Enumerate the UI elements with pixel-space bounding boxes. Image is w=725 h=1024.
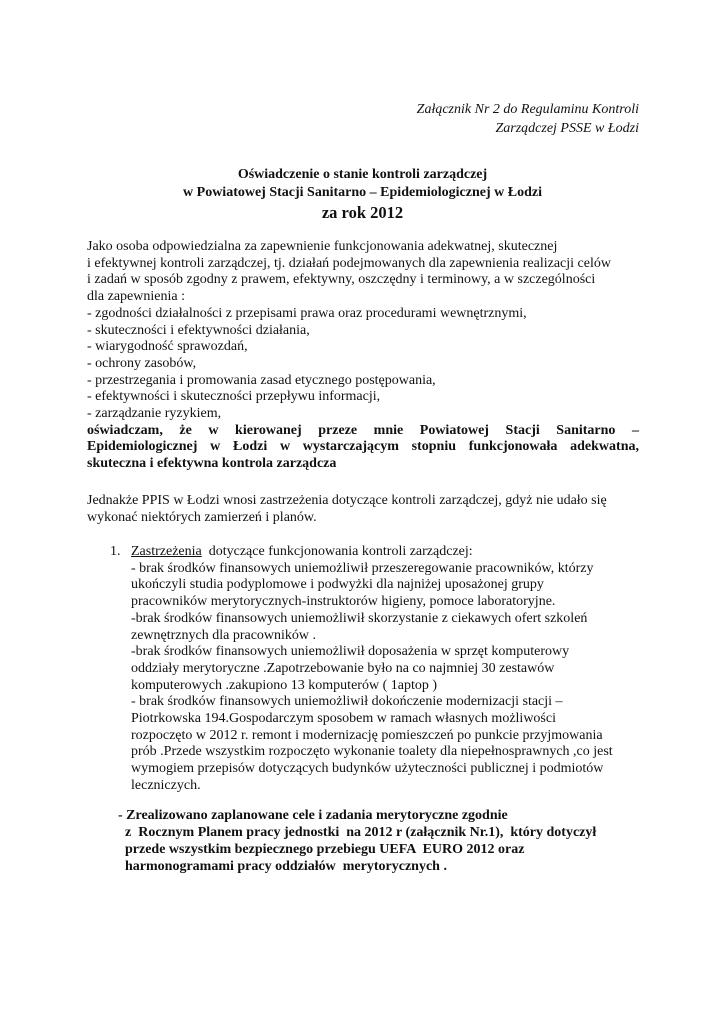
intro-line: dla zapewnienia : <box>87 289 185 305</box>
list-line: oddziały merytoryczne .Zapotrzebowanie było na co najmniej 30 zestawów <box>131 660 555 676</box>
list-line: zewnętrznych dla pracowników . <box>131 627 317 643</box>
reservation-paragraph <box>87 493 639 526</box>
declaration-line: Epidemiologicznej w Łodzi w wystarczającym stopniu funkcjonowała adekwatna, <box>87 439 639 455</box>
list-line: -brak środków finansowych uniemożliwił skorzystanie z ciekawych ofert szkoleń <box>131 610 588 626</box>
title-year: za rok 2012 <box>321 203 404 222</box>
list-line: Piotrkowska 194.Gospodarczym sposobem w ramach własnych możliwości <box>131 711 556 727</box>
summary-paragraph <box>118 807 596 875</box>
list-number: 1. <box>110 544 121 559</box>
list-line: pracowników merytorycznych-instruktorów higieny, pomoce laboratoryjne. <box>131 594 556 610</box>
list-line: komputerowych .zakupiono 13 komputerów ( 1aptop ) <box>131 677 437 693</box>
list-line: leczniczych. <box>131 777 201 793</box>
intro-bullet: - wiarygodność sprawozdań, <box>87 339 248 355</box>
intro-line: i efektywnej kontroli zarządczej, tj. działań podejmowanych dla zapewnienia realizacji celów <box>87 255 611 271</box>
annex-header <box>417 100 639 138</box>
title-line-2: w Powiatowej Stacji Sanitarno – Epidemiologicznej w Łodzi <box>183 185 542 200</box>
reservation-line: Jednakże PPIS w Łodzi wnosi zastrzeżenia dotyczące kontroli zarządczej, gdyż nie udało się <box>87 493 607 508</box>
list-heading <box>131 544 641 561</box>
intro-paragraph <box>87 239 639 473</box>
declaration-line: oświadczam, że w kierowanej przeze mnie Powiatowej Stacji Sanitarno – <box>87 422 639 438</box>
heading-rest: dotyczące funkcjonowania kontroli zarządczej: <box>201 544 473 559</box>
summary-line: przede wszystkim bezpiecznego przebiegu UEFA EURO 2012 oraz <box>118 842 525 857</box>
summary-line: - Zrealizowano zaplanowane cele i zadania merytoryczne zgodnie <box>118 808 508 823</box>
declaration-line: skuteczna i efektywna kontrola zarządcza <box>87 456 337 472</box>
list-line: -brak środków finansowych uniemożliwił doposażenia w sprzęt komputerowy <box>131 644 570 660</box>
intro-bullet: - zgodności działalności z przepisami prawa oraz procedurami wewnętrznymi, <box>87 305 527 321</box>
list-item <box>131 544 641 795</box>
declaration <box>87 423 639 473</box>
intro-line: i zadań w sposób zgodny z prawem, efektywny, oszczędny i terminowy, a w szczególności <box>87 272 596 288</box>
document-title <box>0 166 725 224</box>
intro-bullet: - ochrony zasobów, <box>87 355 197 371</box>
annex-line-2: Zarządczej PSSE w Łodzi <box>495 121 639 136</box>
title-line-1: Oświadczenie o stanie kontroli zarządczej <box>237 167 488 182</box>
intro-bullet: - przestrzegania i promowania zasad etycznego postępowania, <box>87 372 436 388</box>
summary-line: z Rocznym Planem pracy jednostki na 2012 r (załącznik Nr.1), który dotyczył <box>118 825 597 840</box>
list-line: wymogiem przepisów dotyczących budynków użyteczności publicznej i podmiotów <box>131 761 604 777</box>
list-line: - brak środków finansowych uniemożliwił przeszeregowanie pracowników, którzy <box>131 560 594 576</box>
intro-bullet: - skuteczności i efektywności działania, <box>87 322 310 338</box>
list-line: ukończyli studia podyplomowe i podwyżki dla najniżej uposażonej grupy <box>131 577 544 593</box>
list-line: prób .Przede wszystkim rozpoczęto wykonanie toalety dla niepełnosprawnych ,co jest <box>131 744 613 760</box>
intro-line: Jako osoba odpowiedzialna za zapewnienie funkcjonowania adekwatnej, skutecznej <box>87 239 558 254</box>
intro-bullet: - efektywności i skuteczności przepływu informacji, <box>87 389 381 405</box>
list-line: - brak środków finansowych uniemożliwił dokończenie modernizacji stacji – <box>131 694 563 710</box>
reservation-line: wykonać niektórych zamierzeń i planów. <box>87 509 317 525</box>
heading-underlined: Zastrzeżenia <box>131 544 202 559</box>
list-line: rozpoczęto w 2012 r. remont i modernizację pomieszczeń po punkcie przyjmowania <box>131 727 603 743</box>
intro-bullet: - zarządzanie ryzykiem, <box>87 406 222 422</box>
annex-line-1: Załącznik Nr 2 do Regulaminu Kontroli <box>416 102 639 117</box>
summary-line: harmonogramami pracy oddziałów merytorycznych . <box>118 859 447 874</box>
